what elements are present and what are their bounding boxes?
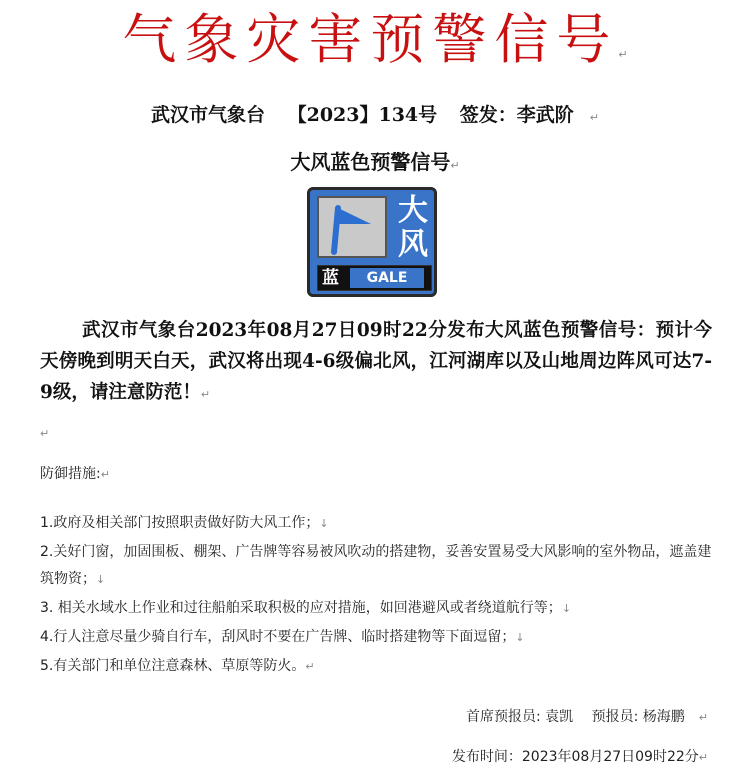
paragraph-mark: ↵ — [40, 427, 50, 440]
release-time: 发布时间：2023年08月27日09时22分↵ — [451, 749, 708, 765]
measures-title: 防御措施:↵ — [40, 466, 110, 482]
issuer-line: 武汉市气象台 【2023】134号 签发：李武阶 ↵ — [150, 104, 600, 126]
icon-chinese-label: 大风 — [398, 193, 428, 262]
gale-blue-warning-icon — [307, 187, 437, 297]
warning-subtitle: 大风蓝色预警信号↵ — [290, 150, 460, 174]
forecasters-line: 首席预报员: 袁凯 预报员: 杨海鹏 ↵ — [465, 709, 708, 725]
warning-body: 武汉市气象台2023年08月27日09时22分发布大风蓝色预警信号：预计今天傍晚到明天白天，武汉将出现4-6级偏北风，江河湖库以及山地周边阵风可达7-9级，请注意防范！↵ — [40, 320, 712, 403]
issuing-agency: 武汉市气象台 — [150, 104, 265, 126]
icon-english-label: GALE — [350, 268, 424, 288]
list-item: 5.有关部门和单位注意森林、草原等防火。↵ — [40, 658, 315, 674]
list-item: 2.关好门窗，加固围板、棚架、广告牌等容易被风吹动的搭建物，妥善安置易受大风影响的室外物品，遮盖建筑物资；↓ — [40, 544, 712, 587]
signer: 签发：李武阶 — [459, 104, 574, 126]
icon-color-label: 蓝 — [322, 268, 339, 288]
list-item: 4.行人注意尽量少骑自行车，刮风时不要在广告牌、临时搭建物等下面逗留；↓ — [40, 629, 525, 645]
forecaster: 预报员: 杨海鹏 — [591, 709, 685, 725]
document-number: 【2023】134号 — [287, 104, 438, 126]
chief-forecaster: 首席预报员: 袁凯 — [465, 709, 574, 725]
wind-flag-icon — [317, 196, 387, 258]
list-item: 1.政府及相关部门按照职责做好防大风工作；↓ — [40, 515, 329, 531]
measures-list — [40, 510, 720, 682]
document-title: 气象灾害预警信号↵ — [122, 8, 628, 71]
list-item: 3. 相关水域水上作业和过往船舶采取积极的应对措施，如回港避风或者绕道航行等；↓ — [40, 600, 572, 616]
icon-label-strip — [317, 265, 432, 291]
